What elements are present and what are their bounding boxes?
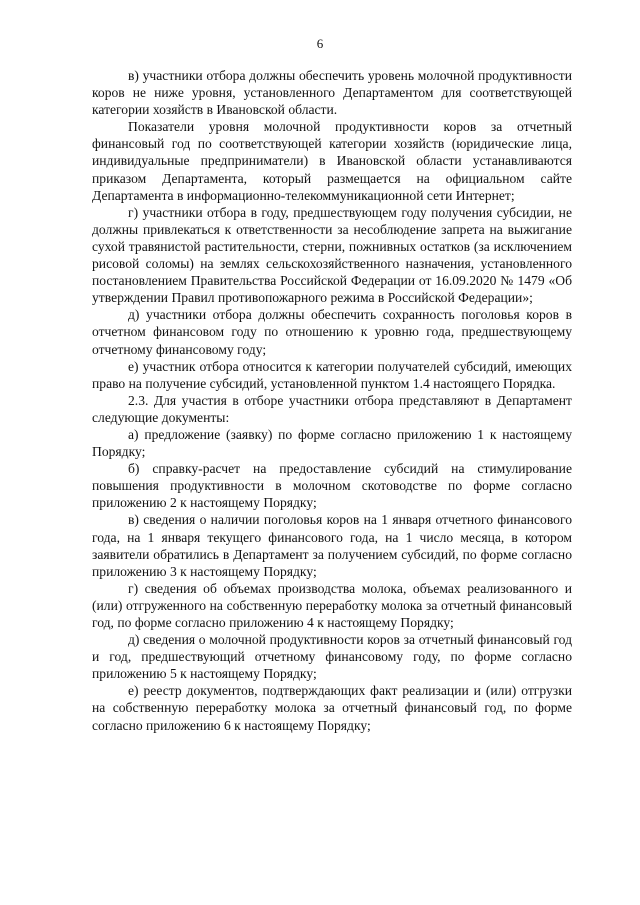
paragraph-doc-g-milk-volumes: г) сведения об объемах производства молока, объемах реализованного и (или) отгруженного на собственную переработку молока за отчетный финансовый год, по форме согласно приложению 4 к настоящему Порядку; [92, 580, 572, 630]
paragraph-doc-d-productivity: д) сведения о молочной продуктивности коров за отчетный финансовый год и год, предшествующий отчетному финансовому году, по форме согласно приложению 5 к настоящему Порядку; [92, 632, 572, 682]
paragraph-doc-e-registry: е) реестр документов, подтверждающих факт реализации и (или) отгрузки на собственную переработку молока за отчетный финансовый год, по форме согласно приложению 6 к настоящему Порядку; [92, 683, 572, 733]
paragraph-doc-v-livestock-info: в) сведения о наличии поголовья коров на 1 января отчетного финансового года, на 1 января текущего финансового года, на 1 число месяца, в котором заявители обратились в Департамент за получением субсидий, по форме согласно приложению 3 к настоящему Порядку; [92, 512, 572, 579]
paragraph-doc-a-application: а) предложение (заявку) по форме согласно приложению 1 к настоящему Порядку; [92, 426, 572, 460]
paragraph-item-v-milk-yield: в) участники отбора должны обеспечить уровень молочной продуктивности коров не ниже уровня, установленного Департаментом для соответствующей категории хозяйств в Ивановской области. [92, 68, 572, 118]
paragraph-milk-yield-indicators: Показатели уровня молочной продуктивности коров за отчетный финансовый год по соответствующей категории хозяйств (юридические лица, индивидуальные предприниматели) в Ивановской области устанавливаются приказом Департамента, который размещается на официальном сайте Департамента в информационно-телекоммуникационной сети Интернет; [92, 119, 572, 203]
paragraph-item-g-fire-safety: г) участники отбора в году, предшествующем году получения субсидии, не должны привлекаться к ответственности за несоблюдение запрета на выжигание сухой травянистой растительности, стерни, пожнивных остатков (за исключением рисовой соломы) на землях сельскохозяйственного назначения, установленного постановлением Правительства Российской Федерации от 16.09.2020 № 1479 «Об утверждении Правил противопожарного режима в Российской Федерации»; [92, 204, 572, 306]
paragraph-section-2-3: 2.3. Для участия в отборе участники отбора представляют в Департамент следующие документы: [92, 392, 572, 425]
paragraph-item-e-category: е) участник отбора относится к категории получателей субсидий, имеющих право на получение субсидий, установленной пунктом 1.4 настоящего Порядка. [92, 358, 572, 391]
page-number: 6 [316, 36, 324, 51]
document-body [92, 67, 572, 734]
paragraph-item-d-livestock: д) участники отбора должны обеспечить сохранность поголовья коров в отчетном финансовом году по отношению к уровню года, предшествующему отчетному финансовому году; [92, 307, 572, 357]
paragraph-doc-b-calculation: б) справку-расчет на предоставление субсидий на стимулирование повышения продуктивности в молочном скотоводстве по форме согласно приложению 2 к настоящему Порядку; [92, 461, 572, 511]
